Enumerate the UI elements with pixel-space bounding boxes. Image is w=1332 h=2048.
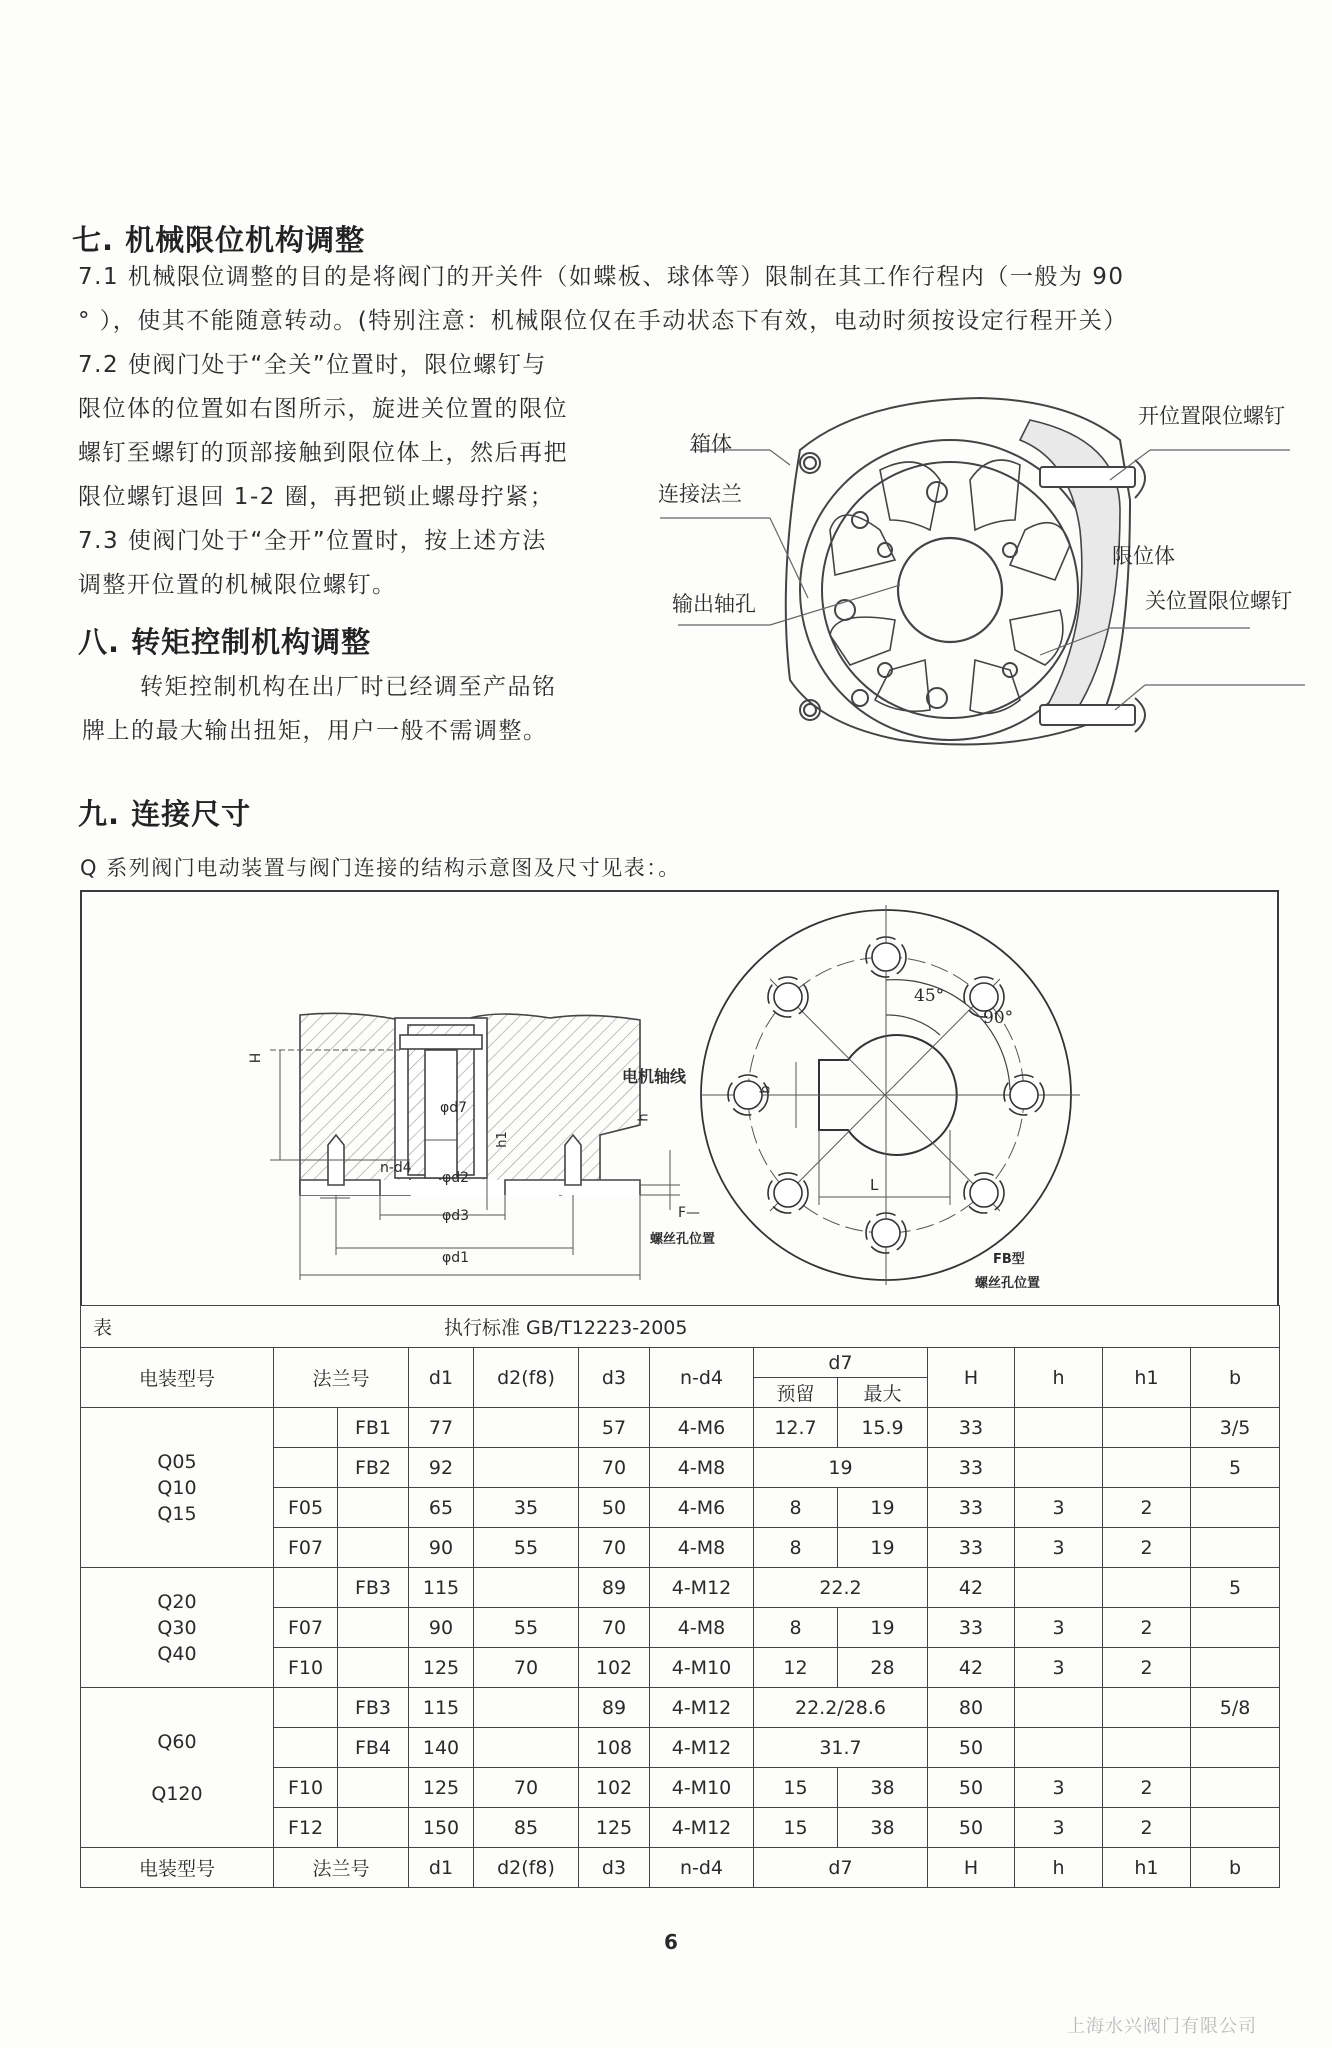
cell-H: 33 xyxy=(928,1528,1015,1568)
para-8-line: 牌上的最大输出扭矩，用户一般不需调整。 xyxy=(82,718,548,744)
cell-b xyxy=(1191,1648,1280,1688)
cell-H: 33 xyxy=(928,1448,1015,1488)
watermark: 上海水兴阀门有限公司 xyxy=(1067,2016,1257,2037)
footer-d2: d2(f8) xyxy=(474,1848,579,1888)
cell-flange-fb xyxy=(338,1768,409,1808)
para-7-1-line1: 7.1 机械限位调整的目的是将阀门的开关件（如蝶板、球体等）限制在其工作行程内（一般为 90 xyxy=(78,264,1125,290)
cell-h: 3 xyxy=(1015,1648,1103,1688)
header-model: 电装型号 xyxy=(81,1348,274,1408)
para-7-2-line: 螺钉至螺钉的顶部接触到限位体上，然后再把 xyxy=(78,440,568,466)
cell-d7-max: 19 xyxy=(838,1608,928,1648)
flange-section-diagram xyxy=(240,970,680,1280)
cell-h xyxy=(1015,1408,1103,1448)
cell-d7-max: 38 xyxy=(838,1808,928,1848)
table-footer-row xyxy=(81,1848,1280,1888)
section-9-intro: Q 系列阀门电动装置与阀门连接的结构示意图及尺寸见表：。 xyxy=(80,856,681,880)
cell-d2: 70 xyxy=(474,1648,579,1688)
cell-h: 3 xyxy=(1015,1768,1103,1808)
bolt-hole xyxy=(866,1213,906,1253)
flange-face-diagram xyxy=(700,905,1100,1285)
cell-model: Q60 Q120 xyxy=(81,1688,274,1848)
footer-flange: 法兰号 xyxy=(274,1848,409,1888)
header-H: H xyxy=(928,1348,1015,1408)
cell-flange-fb xyxy=(338,1528,409,1568)
table-row xyxy=(81,1568,1280,1608)
table-row xyxy=(81,1408,1280,1448)
cell-flange-fb xyxy=(338,1648,409,1688)
cell-d7-reserved: 8 xyxy=(754,1608,838,1648)
cell-d7-reserved: 8 xyxy=(754,1528,838,1568)
para-7-1-line2: ° ），使其不能随意转动。(特别注意：机械限位仅在手动状态下有效，电动时须按设定行程开关） xyxy=(78,308,1128,334)
para-7-3-line: 7.3 使阀门处于“全开”位置时，按上述方法 xyxy=(78,528,547,554)
cell-h1: 2 xyxy=(1103,1648,1191,1688)
cell-H: 50 xyxy=(928,1808,1015,1848)
cell-n-d4: 4-M8 xyxy=(650,1448,754,1488)
para-7-2-line: 7.2 使阀门处于“全关”位置时，限位螺钉与 xyxy=(78,352,547,378)
cell-d2 xyxy=(474,1688,579,1728)
connection-dimensions-table xyxy=(80,1305,1280,1888)
cell-n-d4: 4-M6 xyxy=(650,1408,754,1448)
cell-flange-f xyxy=(274,1728,338,1768)
cell-model: Q05 Q10 Q15 xyxy=(81,1408,274,1568)
table-caption-row xyxy=(81,1306,1280,1348)
footer-b: b xyxy=(1191,1848,1280,1888)
cell-flange-f: F05 xyxy=(274,1488,338,1528)
cell-d2: 70 xyxy=(474,1768,579,1808)
cell-d2: 85 xyxy=(474,1808,579,1848)
cell-d2: 55 xyxy=(474,1528,579,1568)
cell-H: 42 xyxy=(928,1568,1015,1608)
cell-d7: 19 xyxy=(754,1448,928,1488)
cell-d1: 115 xyxy=(409,1688,474,1728)
limit-body xyxy=(1020,420,1120,720)
cell-H: 33 xyxy=(928,1408,1015,1448)
cell-flange-fb: FB4 xyxy=(338,1728,409,1768)
table-header-row xyxy=(81,1348,1280,1378)
cell-flange-f: F10 xyxy=(274,1768,338,1808)
cell-d3: 50 xyxy=(579,1488,650,1528)
cell-h1 xyxy=(1103,1688,1191,1728)
cell-h1: 2 xyxy=(1103,1488,1191,1528)
limit-mechanism-diagram xyxy=(650,380,1310,760)
angle-45: 45° xyxy=(914,986,945,1006)
cell-b: 5 xyxy=(1191,1568,1280,1608)
header-d2: d2(f8) xyxy=(474,1348,579,1408)
label-limit-body: 限位体 xyxy=(1112,544,1175,568)
cell-d3: 125 xyxy=(579,1808,650,1848)
header-d1: d1 xyxy=(409,1348,474,1408)
para-8-line: 转矩控制机构在出厂时已经调至产品铭 xyxy=(140,674,557,700)
footer-d1: d1 xyxy=(409,1848,474,1888)
cell-d2: 55 xyxy=(474,1608,579,1648)
footer-h1: h1 xyxy=(1103,1848,1191,1888)
label-open-screw: 开位置限位螺钉 xyxy=(1138,404,1285,428)
bolt-hole xyxy=(866,937,906,977)
cell-H: 80 xyxy=(928,1688,1015,1728)
cell-d3: 70 xyxy=(579,1448,650,1488)
bolt-hole xyxy=(1004,1075,1044,1115)
page-number: 6 xyxy=(664,1930,678,1954)
footer-d7: d7 xyxy=(754,1848,928,1888)
cell-flange-f: F07 xyxy=(274,1608,338,1648)
cell-n-d4: 4-M12 xyxy=(650,1808,754,1848)
cell-n-d4: 4-M8 xyxy=(650,1608,754,1648)
cell-d7: 31.7 xyxy=(754,1728,928,1768)
cell-d1: 140 xyxy=(409,1728,474,1768)
cell-d3: 89 xyxy=(579,1688,650,1728)
header-h1: h1 xyxy=(1103,1348,1191,1408)
cell-d7: 22.2 xyxy=(754,1568,928,1608)
cell-d7: 22.2/28.6 xyxy=(754,1688,928,1728)
cell-d7-max: 19 xyxy=(838,1488,928,1528)
header-flange: 法兰号 xyxy=(274,1348,409,1408)
cell-H: 42 xyxy=(928,1648,1015,1688)
section-8-heading: 八. 转矩控制机构调整 xyxy=(78,625,372,659)
dim-n-d4: n-d4 xyxy=(380,1160,412,1176)
label-f-type: F— xyxy=(678,1205,701,1221)
cell-d7-max: 15.9 xyxy=(838,1408,928,1448)
cell-flange-fb: FB3 xyxy=(338,1568,409,1608)
footer-h: h xyxy=(1015,1848,1103,1888)
cell-h xyxy=(1015,1568,1103,1608)
cell-H: 50 xyxy=(928,1728,1015,1768)
label-shaft-hole: 输出轴孔 xyxy=(672,592,756,616)
cell-d1: 150 xyxy=(409,1808,474,1848)
cell-h xyxy=(1015,1728,1103,1768)
close-limit-screw xyxy=(1040,705,1135,725)
cell-d3: 89 xyxy=(579,1568,650,1608)
cell-n-d4: 4-M12 xyxy=(650,1728,754,1768)
angle-90: 90° xyxy=(983,1008,1014,1028)
header-d7-reserved: 预留 xyxy=(754,1378,838,1408)
cell-d7-max: 38 xyxy=(838,1768,928,1808)
cell-d2 xyxy=(474,1728,579,1768)
output-shaft-hole xyxy=(898,538,1002,642)
label-fb-holes: 螺丝孔位置 xyxy=(975,1276,1041,1291)
open-limit-screw xyxy=(1040,467,1135,487)
dim-d7: φd7 xyxy=(440,1100,468,1116)
cell-n-d4: 4-M8 xyxy=(650,1528,754,1568)
cell-flange-f xyxy=(274,1688,338,1728)
header-n-d4: n-d4 xyxy=(650,1348,754,1408)
bolt-hole xyxy=(728,1075,768,1115)
dim-L: L xyxy=(870,1176,879,1194)
cell-flange-fb xyxy=(338,1488,409,1528)
cell-d2 xyxy=(474,1448,579,1488)
cell-H: 33 xyxy=(928,1488,1015,1528)
dim-H: H xyxy=(245,1052,262,1064)
para-7-3-line: 调整开位置的机械限位螺钉。 xyxy=(78,572,397,598)
cell-h1 xyxy=(1103,1568,1191,1608)
cell-H: 33 xyxy=(928,1608,1015,1648)
header-b: b xyxy=(1191,1348,1280,1408)
cell-n-d4: 4-M10 xyxy=(650,1648,754,1688)
cell-d7-reserved: 12.7 xyxy=(754,1408,838,1448)
cell-h: 3 xyxy=(1015,1528,1103,1568)
cell-flange-fb: FB1 xyxy=(338,1408,409,1448)
footer-d3: d3 xyxy=(579,1848,650,1888)
cell-d3: 102 xyxy=(579,1768,650,1808)
cell-d2: 35 xyxy=(474,1488,579,1528)
cell-d7-reserved: 15 xyxy=(754,1808,838,1848)
cell-h1: 2 xyxy=(1103,1608,1191,1648)
cell-b xyxy=(1191,1608,1280,1648)
cell-d7-reserved: 12 xyxy=(754,1648,838,1688)
cell-b xyxy=(1191,1488,1280,1528)
cell-model: Q20 Q30 Q40 xyxy=(81,1568,274,1688)
label-close-screw: 关位置限位螺钉 xyxy=(1145,589,1292,613)
dim-d2: φd2 xyxy=(442,1170,470,1186)
cell-h xyxy=(1015,1448,1103,1488)
cell-flange-f xyxy=(274,1448,338,1488)
cell-b xyxy=(1191,1528,1280,1568)
dim-h: h xyxy=(636,1113,652,1122)
cell-b xyxy=(1191,1768,1280,1808)
cell-h1 xyxy=(1103,1408,1191,1448)
cell-d3: 102 xyxy=(579,1648,650,1688)
footer-model: 电装型号 xyxy=(81,1848,274,1888)
cell-n-d4: 4-M12 xyxy=(650,1568,754,1608)
cell-d7-reserved: 8 xyxy=(754,1488,838,1528)
footer-n-d4: n-d4 xyxy=(650,1848,754,1888)
cell-h1: 2 xyxy=(1103,1768,1191,1808)
cell-d2 xyxy=(474,1568,579,1608)
cell-n-d4: 4-M12 xyxy=(650,1688,754,1728)
label-f-holes: 螺丝孔位置 xyxy=(650,1232,716,1247)
cell-flange-f: F07 xyxy=(274,1528,338,1568)
table-caption-label: 表 xyxy=(93,1317,113,1339)
header-h: h xyxy=(1015,1348,1103,1408)
para-7-2-line: 限位体的位置如右图所示，旋进关位置的限位 xyxy=(78,396,568,422)
cell-d1: 65 xyxy=(409,1488,474,1528)
cell-n-d4: 4-M6 xyxy=(650,1488,754,1528)
cell-flange-fb xyxy=(338,1808,409,1848)
cell-flange-fb: FB2 xyxy=(338,1448,409,1488)
cell-h1 xyxy=(1103,1448,1191,1488)
table-standard: 执行标准 GB/T12223-2005 xyxy=(444,1317,688,1339)
cell-h xyxy=(1015,1688,1103,1728)
cell-d3: 70 xyxy=(579,1528,650,1568)
cell-b xyxy=(1191,1808,1280,1848)
cell-b: 3/5 xyxy=(1191,1408,1280,1448)
label-flange: 连接法兰 xyxy=(658,482,742,506)
section-7-heading: 七. 机械限位机构调整 xyxy=(72,223,366,257)
cell-h: 3 xyxy=(1015,1808,1103,1848)
cell-flange-f: F10 xyxy=(274,1648,338,1688)
cell-h: 3 xyxy=(1015,1608,1103,1648)
cell-d3: 70 xyxy=(579,1608,650,1648)
para-7-2-line: 限位螺钉退回 1-2 圈，再把锁止螺母拧紧； xyxy=(78,484,555,510)
cell-d7-reserved: 15 xyxy=(754,1768,838,1808)
dim-d3: φd3 xyxy=(442,1208,470,1224)
cell-h1: 2 xyxy=(1103,1528,1191,1568)
cell-d1: 90 xyxy=(409,1528,474,1568)
cell-flange-fb xyxy=(338,1608,409,1648)
section-9-heading: 九. 连接尺寸 xyxy=(78,797,252,831)
cell-b: 5 xyxy=(1191,1448,1280,1488)
label-motor-axis: 电机轴线 xyxy=(622,1067,687,1086)
cell-d1: 125 xyxy=(409,1768,474,1808)
cell-d7-max: 28 xyxy=(838,1648,928,1688)
table-row xyxy=(81,1688,1280,1728)
cell-d1: 77 xyxy=(409,1408,474,1448)
header-d7: d7 xyxy=(754,1348,928,1378)
cell-H: 50 xyxy=(928,1768,1015,1808)
cell-b xyxy=(1191,1728,1280,1768)
header-d3: d3 xyxy=(579,1348,650,1408)
cell-h1 xyxy=(1103,1728,1191,1768)
dim-d1: φd1 xyxy=(442,1250,470,1266)
cell-d3: 108 xyxy=(579,1728,650,1768)
cell-h: 3 xyxy=(1015,1488,1103,1528)
cell-d7-max: 19 xyxy=(838,1528,928,1568)
cell-flange-f xyxy=(274,1408,338,1448)
header-d7-max: 最大 xyxy=(838,1378,928,1408)
cell-b: 5/8 xyxy=(1191,1688,1280,1728)
footer-H: H xyxy=(928,1848,1015,1888)
cell-flange-f xyxy=(274,1568,338,1608)
cell-flange-f: F12 xyxy=(274,1808,338,1848)
label-box: 箱体 xyxy=(690,432,732,456)
cell-h1: 2 xyxy=(1103,1808,1191,1848)
dim-h1: h1 xyxy=(494,1131,510,1148)
cell-d3: 57 xyxy=(579,1408,650,1448)
label-fb-type: FB型 xyxy=(993,1252,1025,1267)
cell-d2 xyxy=(474,1408,579,1448)
cell-flange-fb: FB3 xyxy=(338,1688,409,1728)
cell-d1: 125 xyxy=(409,1648,474,1688)
cell-d1: 115 xyxy=(409,1568,474,1608)
bolt-hole xyxy=(964,1173,1004,1213)
cell-d1: 90 xyxy=(409,1608,474,1648)
cell-n-d4: 4-M10 xyxy=(650,1768,754,1808)
dim-b: b xyxy=(758,1085,774,1094)
cell-d1: 92 xyxy=(409,1448,474,1488)
